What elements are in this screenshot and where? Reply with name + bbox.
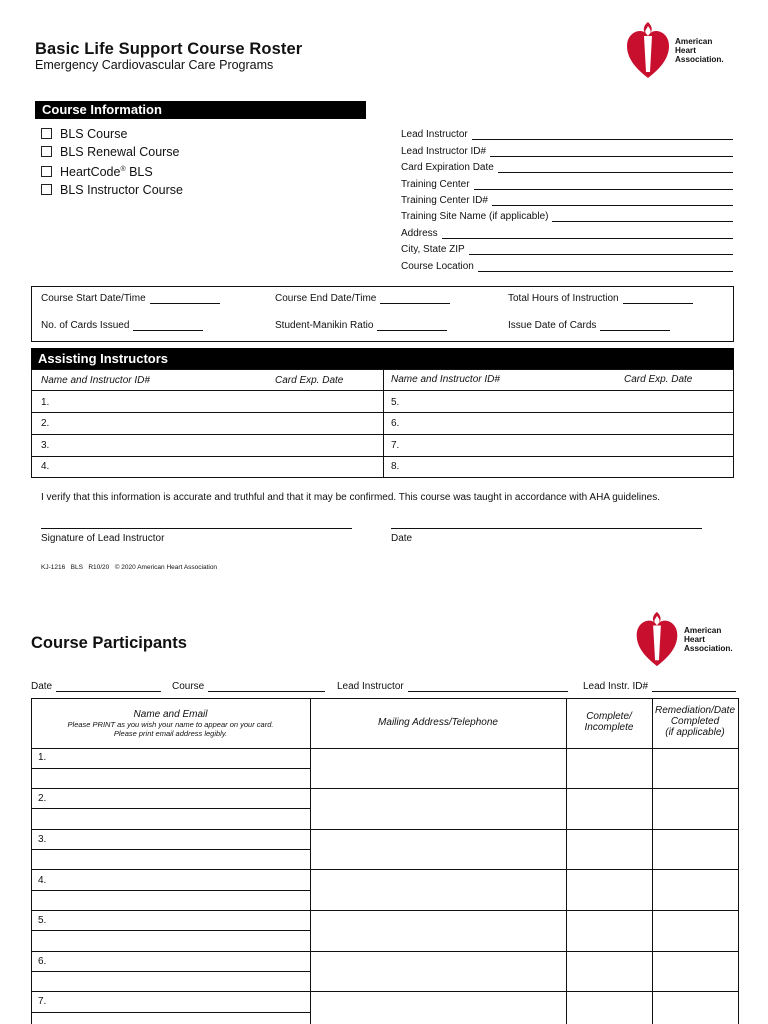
lead-instructor-id-field[interactable]: Lead Instructor ID# xyxy=(401,140,733,156)
lead-instructor-field[interactable]: Lead Instructor xyxy=(401,124,733,140)
participant-row[interactable]: 4. xyxy=(38,875,47,886)
participants-date-field[interactable]: Date xyxy=(31,681,161,692)
training-site-name-field[interactable]: Training Site Name (if applicable) xyxy=(401,206,733,222)
instructor-row[interactable]: 8. xyxy=(391,461,400,472)
participants-table xyxy=(31,698,739,1024)
participants-lead-id-field[interactable]: Lead Instr. ID# xyxy=(583,681,736,692)
participant-row[interactable]: 1. xyxy=(38,752,47,763)
aha-logo xyxy=(634,610,733,668)
total-hours-field[interactable]: Total Hours of Instruction xyxy=(508,293,693,304)
course-end-field[interactable]: Course End Date/Time xyxy=(275,293,450,304)
date-line[interactable] xyxy=(391,528,702,529)
course-location-field[interactable]: Course Location xyxy=(401,255,733,271)
checkbox[interactable] xyxy=(41,166,52,177)
checkbox[interactable] xyxy=(41,184,52,195)
verification-statement: I verify that this information is accurate and truthful and that it may be confirmed. This course was taught in accordance with AHA guidelines. xyxy=(41,492,661,503)
col-header-card-exp: Card Exp. Date xyxy=(275,375,344,386)
course-option-bls[interactable]: BLS Course xyxy=(41,126,183,144)
checkbox[interactable] xyxy=(41,146,52,157)
training-center-id-field[interactable]: Training Center ID# xyxy=(401,190,733,206)
instructor-row[interactable]: 6. xyxy=(391,418,400,429)
participant-row[interactable]: 3. xyxy=(38,834,47,845)
col-header-name: Name and Instructor ID# xyxy=(391,374,500,385)
participant-row[interactable]: 2. xyxy=(38,793,47,804)
course-option-bls-renewal[interactable]: BLS Renewal Course xyxy=(41,144,183,162)
issue-date-field[interactable]: Issue Date of Cards xyxy=(508,320,670,331)
participants-title: Course Participants xyxy=(31,634,187,652)
col-header-remediation: Remediation/Date Completed (if applicable) xyxy=(654,705,736,738)
col-header-name-email: Name and Email Please PRINT as you wish your name to appear on your card. Please print email address legibly. xyxy=(67,709,274,738)
instructor-row[interactable]: 5. xyxy=(391,397,400,408)
course-option-heartcode[interactable]: HeartCode® BLS xyxy=(41,161,183,182)
participant-row[interactable]: 5. xyxy=(38,915,47,926)
form-footer: KJ-1216 BLS R10/20 © 2020 American Heart Association xyxy=(41,564,218,571)
heart-torch-icon xyxy=(625,20,671,80)
instructor-row[interactable]: 1. xyxy=(41,397,50,408)
assisting-instructors-header: Assisting Instructors xyxy=(31,348,734,369)
course-option-bls-instructor[interactable]: BLS Instructor Course xyxy=(41,182,183,200)
page-subtitle: Emergency Cardiovascular Care Programs xyxy=(35,58,274,72)
col-header-name: Name and Instructor ID# xyxy=(41,375,150,386)
course-start-field[interactable]: Course Start Date/Time xyxy=(41,293,220,304)
logo-text: American Heart Association. xyxy=(684,625,733,653)
card-expiration-date-field[interactable]: Card Expiration Date xyxy=(401,157,733,173)
participant-row[interactable]: 7. xyxy=(38,996,47,1007)
city-state-zip-field[interactable]: City, State ZIP xyxy=(401,239,733,255)
course-type-list xyxy=(41,126,183,200)
course-info-fields xyxy=(401,124,733,272)
checkbox[interactable] xyxy=(41,128,52,139)
aha-logo xyxy=(625,20,724,80)
col-header-address: Mailing Address/Telephone xyxy=(378,717,498,728)
date-label: Date xyxy=(391,533,413,544)
instructor-row[interactable]: 3. xyxy=(41,440,50,451)
instructor-row[interactable]: 2. xyxy=(41,418,50,429)
signature-line[interactable] xyxy=(41,528,352,529)
cards-issued-field[interactable]: No. of Cards Issued xyxy=(41,320,203,331)
logo-text: American Heart Association. xyxy=(675,36,724,64)
participants-course-field[interactable]: Course xyxy=(172,681,325,692)
participants-lead-instructor-field[interactable]: Lead Instructor xyxy=(337,681,568,692)
col-header-card-exp: Card Exp. Date xyxy=(624,374,693,385)
instructor-row[interactable]: 7. xyxy=(391,440,400,451)
page-title: Basic Life Support Course Roster xyxy=(35,40,303,58)
participant-row[interactable]: 6. xyxy=(38,956,47,967)
student-manikin-ratio-field[interactable]: Student-Manikin Ratio xyxy=(275,320,447,331)
course-information-header: Course Information xyxy=(35,101,366,119)
signature-label: Signature of Lead Instructor xyxy=(41,533,165,544)
instructor-row[interactable]: 4. xyxy=(41,461,50,472)
col-header-complete: Complete/ Incomplete xyxy=(584,711,634,733)
training-center-field[interactable]: Training Center xyxy=(401,173,733,189)
heart-torch-icon xyxy=(634,610,680,668)
address-field[interactable]: Address xyxy=(401,222,733,238)
